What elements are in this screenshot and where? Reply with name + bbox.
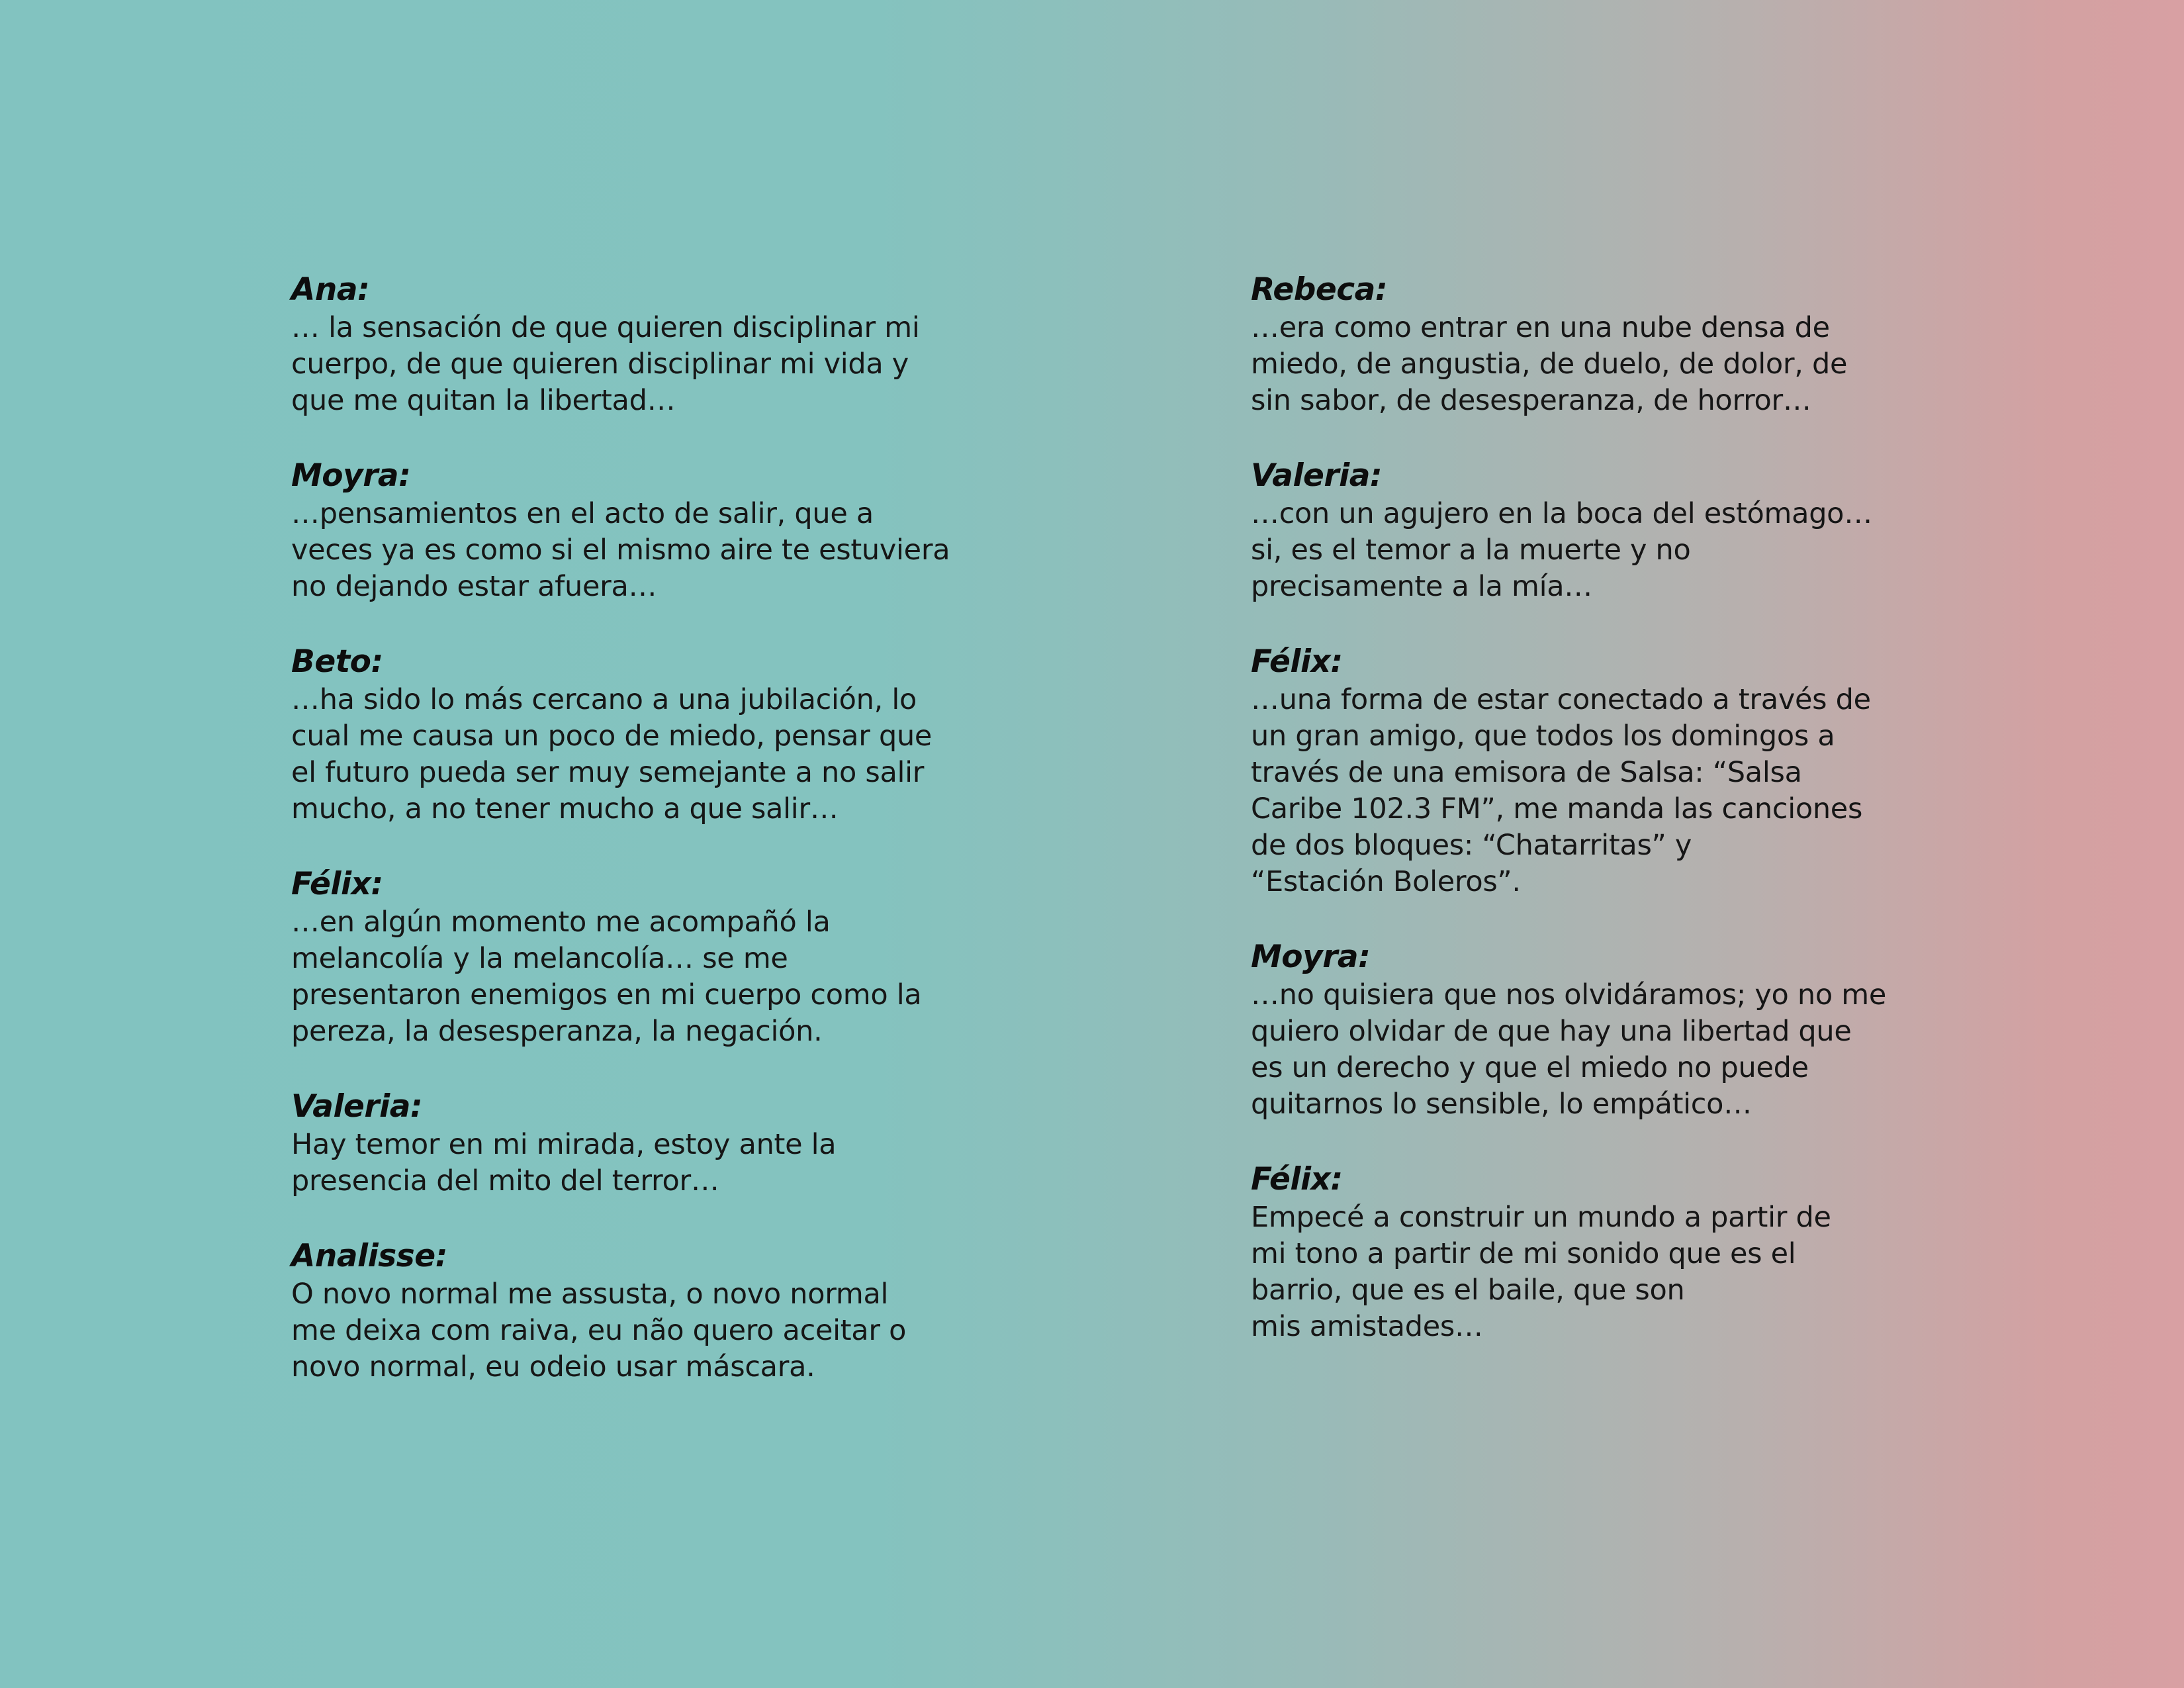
quote-entry-moyra	[291, 456, 1032, 605]
quote-entry-moyra	[1251, 937, 1966, 1123]
speaker-name: Moyra:	[1251, 939, 1371, 975]
speaker-name: Ana:	[291, 271, 370, 308]
left-quote-column	[291, 270, 1032, 1423]
quote-text: …con un agujero en la boca del estómago… si, es el temor a la muerte y no precisamente a la mía…	[1251, 497, 1872, 603]
speaker-name: Rebeca:	[1251, 271, 1388, 308]
speaker-name: Beto:	[291, 643, 383, 680]
quote-entry-analisse	[291, 1237, 1032, 1385]
speaker-name: Félix:	[1251, 1161, 1343, 1197]
speaker-name: Valeria:	[291, 1088, 423, 1125]
quote-entry-rebeca	[1251, 270, 1966, 419]
speaker-name: Félix:	[291, 866, 383, 902]
speaker-name: Félix:	[1251, 643, 1343, 680]
quote-text: …no quisiera que nos olvidáramos; yo no me quiero olvidar de que hay una libertad que es un derecho y que el miedo no puede quitarnos lo sensible, lo empático…	[1251, 978, 1887, 1121]
speaker-name: Moyra:	[291, 457, 411, 494]
quote-text: O novo normal me assusta, o novo normal me deixa com raiva, eu não quero aceitar o novo normal, eu odeio usar máscara.	[291, 1278, 907, 1383]
right-quote-column	[1251, 270, 1966, 1382]
quote-entry-felix-2	[1251, 1160, 1966, 1345]
quote-text: … la sensación de que quieren disciplinar mi cuerpo, de que quieren disciplinar mi vida y que me quitan la libertad…	[291, 311, 920, 417]
quote-text: Hay temor en mi mirada, estoy ante la presencia del mito del terror…	[291, 1128, 837, 1197]
quote-entry-beto	[291, 642, 1032, 827]
quote-text: Empecé a construir un mundo a partir de mi tono a partir de mi sonido que es el barrio, que es el baile, que son mis amistades…	[1251, 1201, 1831, 1343]
quote-text: …pensamientos en el acto de salir, que a veces ya es como si el mismo aire te estuviera no dejando estar afuera…	[291, 497, 950, 603]
quote-text: …una forma de estar conectado a través de un gran amigo, que todos los domingos a través de una emisora de Salsa: “Salsa Caribe 102.3 FM”, me manda las canciones de dos bloques: “Chatarritas” y “Estación Boleros”.	[1251, 683, 1871, 898]
quote-entry-felix	[1251, 642, 1966, 900]
speaker-name: Valeria:	[1251, 457, 1383, 494]
quote-text: …en algún momento me acompañó la melancolía y la melancolía… se me presentaron enemigos en mi cuerpo como la pereza, la desesperanza, la negación.	[291, 906, 922, 1048]
speaker-name: Analisse:	[291, 1238, 447, 1274]
quote-text: …era como entrar en una nube densa de miedo, de angustia, de duelo, de dolor, de sin sabor, de desesperanza, de horror…	[1251, 311, 1848, 417]
quote-entry-valeria	[291, 1087, 1032, 1199]
quote-entry-felix	[291, 865, 1032, 1050]
quote-entry-valeria	[1251, 456, 1966, 605]
quote-entry-ana	[291, 270, 1032, 419]
quote-text: …ha sido lo más cercano a una jubilación, lo cual me causa un poco de miedo, pensar que el futuro pueda ser muy semejante a no salir mucho, a no tener mucho a que salir…	[291, 683, 933, 825]
